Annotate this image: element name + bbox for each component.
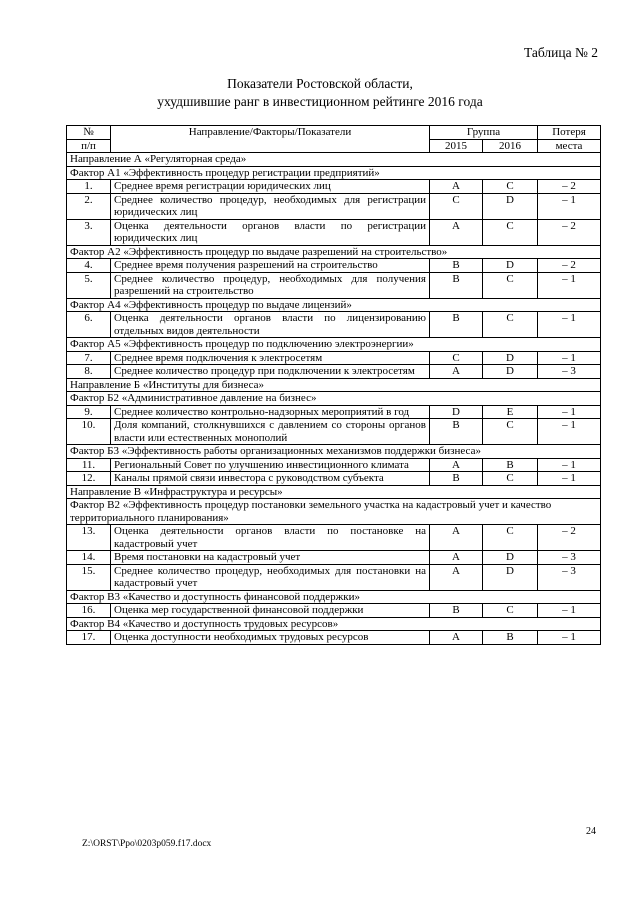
- row-number: 7.: [67, 351, 111, 365]
- group-2016: C: [483, 525, 538, 551]
- section-row: [67, 485, 601, 499]
- row-number: 14.: [67, 551, 111, 565]
- indicator-name: Среднее количество процедур, необходимых для постановки на кадастровый учет: [111, 564, 430, 590]
- section-row: [67, 153, 601, 167]
- section-row: [67, 245, 601, 259]
- group-2016: B: [483, 631, 538, 645]
- section-title: Фактор А4 «Эффективность процедур по выдаче лицензий»: [67, 298, 601, 312]
- indicator-name: Оценка деятельности органов власти по регистрации юридических лиц: [111, 219, 430, 245]
- section-title: Фактор В4 «Качество и доступность трудовых ресурсов»: [67, 617, 601, 631]
- group-2016: C: [483, 604, 538, 618]
- header-num: №: [67, 126, 111, 140]
- group-2016: D: [483, 259, 538, 273]
- indicator-row: [67, 631, 601, 645]
- table-label: Таблица № 2: [524, 45, 598, 60]
- section-title: Фактор А5 «Эффективность процедур по подключению электроэнергии»: [67, 338, 601, 352]
- group-2016: E: [483, 405, 538, 419]
- section-row: [67, 298, 601, 312]
- section-title: Направление Б «Институты для бизнеса»: [67, 378, 601, 392]
- row-number: 13.: [67, 525, 111, 551]
- indicator-row: [67, 405, 601, 419]
- indicator-name: Оценка деятельности органов власти по лицензированию отдельных видов деятельности: [111, 312, 430, 338]
- group-2015: A: [430, 564, 483, 590]
- indicator-row: [67, 458, 601, 472]
- indicator-name: Среднее время получения разрешений на строительство: [111, 259, 430, 273]
- section-row: [67, 166, 601, 180]
- section-title: Фактор А2 «Эффективность процедур по выдаче разрешений на строительство»: [67, 245, 601, 259]
- section-title: Фактор Б3 «Эффективность работы организационных механизмов поддержки бизнеса»: [67, 445, 601, 459]
- section-row: [67, 590, 601, 604]
- indicator-row: [67, 193, 601, 219]
- row-number: 9.: [67, 405, 111, 419]
- row-number: 17.: [67, 631, 111, 645]
- group-2015: B: [430, 272, 483, 298]
- section-row: [67, 499, 601, 525]
- rank-loss: – 1: [538, 458, 601, 472]
- header-loss-2: места: [538, 139, 601, 153]
- row-number: 2.: [67, 193, 111, 219]
- group-2015: A: [430, 631, 483, 645]
- section-row: [67, 338, 601, 352]
- title-line-2: ухудшившие ранг в инвестиционном рейтинге 2016 года: [157, 94, 483, 109]
- indicator-row: [67, 180, 601, 194]
- group-2016: D: [483, 564, 538, 590]
- section-row: [67, 378, 601, 392]
- indicator-row: [67, 312, 601, 338]
- section-title: Направление А «Регуляторная среда»: [67, 153, 601, 167]
- indicator-name: Оценка доступности необходимых трудовых ресурсов: [111, 631, 430, 645]
- indicator-name: Среднее количество процедур, необходимых для получения разрешений на строительство: [111, 272, 430, 298]
- row-number: 1.: [67, 180, 111, 194]
- rank-loss: – 1: [538, 351, 601, 365]
- group-2015: C: [430, 351, 483, 365]
- rank-loss: – 3: [538, 365, 601, 379]
- indicator-row: [67, 525, 601, 551]
- row-number: 3.: [67, 219, 111, 245]
- indicator-row: [67, 365, 601, 379]
- section-title: Фактор А1 «Эффективность процедур регистрации предприятий»: [67, 166, 601, 180]
- indicators-table: [66, 125, 601, 645]
- indicator-name: Среднее количество контрольно-надзорных мероприятий в год: [111, 405, 430, 419]
- section-title: Фактор Б2 «Административное давление на бизнес»: [67, 392, 601, 406]
- rank-loss: – 1: [538, 631, 601, 645]
- group-2016: D: [483, 551, 538, 565]
- file-path: Z:\ORST\Ppo\0203p059.f17.docx: [82, 839, 212, 849]
- section-row: [67, 392, 601, 406]
- group-2015: B: [430, 604, 483, 618]
- indicator-name: Среднее количество процедур при подключении к электросетям: [111, 365, 430, 379]
- group-2015: A: [430, 458, 483, 472]
- indicator-row: [67, 551, 601, 565]
- section-row: [67, 617, 601, 631]
- indicator-row: [67, 564, 601, 590]
- indicator-row: [67, 272, 601, 298]
- group-2015: A: [430, 219, 483, 245]
- row-number: 11.: [67, 458, 111, 472]
- indicator-row: [67, 472, 601, 486]
- row-number: 15.: [67, 564, 111, 590]
- indicator-name: Региональный Совет по улучшению инвестиционного климата: [111, 458, 430, 472]
- rank-loss: – 1: [538, 472, 601, 486]
- section-title: Фактор В3 «Качество и доступность финансовой поддержки»: [67, 590, 601, 604]
- table-body: [67, 153, 601, 645]
- page-number: 24: [586, 826, 596, 837]
- rank-loss: – 3: [538, 564, 601, 590]
- group-2015: B: [430, 259, 483, 273]
- section-title: Направление В «Инфраструктура и ресурсы»: [67, 485, 601, 499]
- rank-loss: – 1: [538, 272, 601, 298]
- header-2016: 2016: [483, 139, 538, 153]
- group-2016: D: [483, 351, 538, 365]
- rank-loss: – 2: [538, 525, 601, 551]
- group-2015: A: [430, 365, 483, 379]
- row-number: 8.: [67, 365, 111, 379]
- group-2016: D: [483, 365, 538, 379]
- indicator-name: Каналы прямой связи инвестора с руководством субъекта: [111, 472, 430, 486]
- group-2015: A: [430, 525, 483, 551]
- row-number: 4.: [67, 259, 111, 273]
- group-2015: A: [430, 180, 483, 194]
- indicator-name: Оценка деятельности органов власти по постановке на кадастровый учет: [111, 525, 430, 551]
- header-num-2: п/п: [67, 139, 111, 153]
- row-number: 16.: [67, 604, 111, 618]
- header-2015: 2015: [430, 139, 483, 153]
- indicator-row: [67, 604, 601, 618]
- rank-loss: – 1: [538, 405, 601, 419]
- row-number: 5.: [67, 272, 111, 298]
- section-row: [67, 445, 601, 459]
- group-2016: D: [483, 193, 538, 219]
- header-direction: Направление/Факторы/Показатели: [111, 126, 430, 153]
- group-2016: C: [483, 419, 538, 445]
- document-title: [0, 75, 640, 111]
- indicator-row: [67, 351, 601, 365]
- header-group: Группа: [430, 126, 538, 140]
- indicator-name: Среднее время регистрации юридических лиц: [111, 180, 430, 194]
- group-2015: B: [430, 472, 483, 486]
- rank-loss: – 2: [538, 219, 601, 245]
- group-2016: C: [483, 472, 538, 486]
- indicator-name: Оценка мер государственной финансовой поддержки: [111, 604, 430, 618]
- group-2015: B: [430, 312, 483, 338]
- group-2016: C: [483, 180, 538, 194]
- rank-loss: – 1: [538, 193, 601, 219]
- rank-loss: – 1: [538, 604, 601, 618]
- group-2015: C: [430, 193, 483, 219]
- group-2016: B: [483, 458, 538, 472]
- rank-loss: – 1: [538, 312, 601, 338]
- group-2015: B: [430, 419, 483, 445]
- rank-loss: – 1: [538, 419, 601, 445]
- indicator-name: Доля компаний, столкнувшихся с давлением со стороны органов власти или естественных монополий: [111, 419, 430, 445]
- header-loss: Потеря: [538, 126, 601, 140]
- group-2016: C: [483, 312, 538, 338]
- row-number: 12.: [67, 472, 111, 486]
- indicator-row: [67, 219, 601, 245]
- group-2016: C: [483, 219, 538, 245]
- indicator-name: Время постановки на кадастровый учет: [111, 551, 430, 565]
- group-2015: A: [430, 551, 483, 565]
- group-2016: C: [483, 272, 538, 298]
- group-2015: D: [430, 405, 483, 419]
- indicator-name: Среднее время подключения к электросетям: [111, 351, 430, 365]
- indicator-name: Среднее количество процедур, необходимых для регистрации юридических лиц: [111, 193, 430, 219]
- header-row-1: [67, 126, 601, 140]
- indicator-row: [67, 419, 601, 445]
- section-title: Фактор В2 «Эффективность процедур постановки земельного участка на кадастровый учет и качество территориального планирования»: [67, 499, 601, 525]
- row-number: 10.: [67, 419, 111, 445]
- rank-loss: – 3: [538, 551, 601, 565]
- title-line-1: Показатели Ростовской области,: [227, 76, 413, 91]
- rank-loss: – 2: [538, 259, 601, 273]
- rank-loss: – 2: [538, 180, 601, 194]
- indicator-row: [67, 259, 601, 273]
- row-number: 6.: [67, 312, 111, 338]
